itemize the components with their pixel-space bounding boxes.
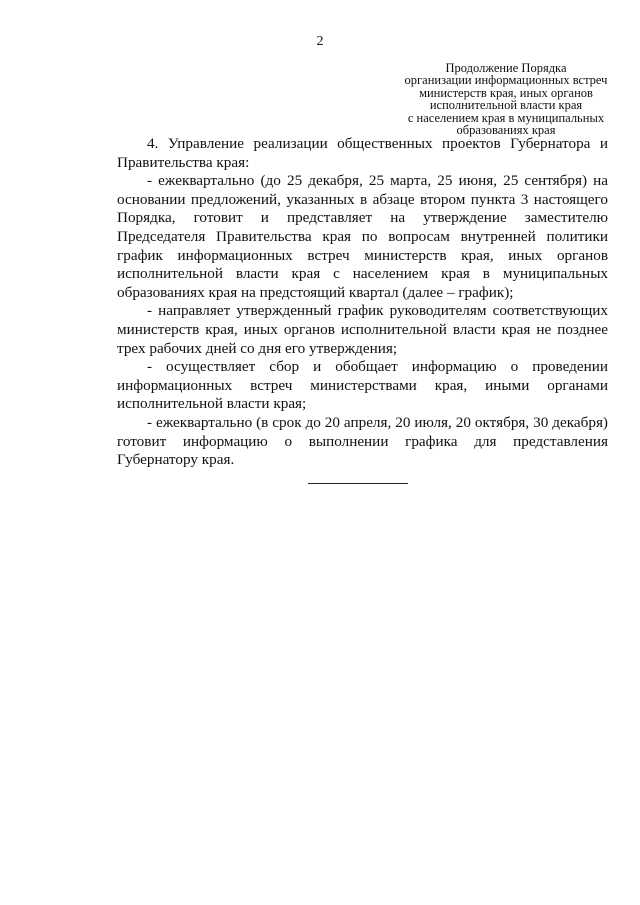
end-divider	[308, 483, 408, 484]
document-header	[388, 62, 624, 136]
header-line: исполнительной власти края	[429, 98, 583, 113]
header-line: организации информационных встреч	[404, 73, 608, 88]
header-line: с населением края в муниципальных	[407, 110, 605, 125]
paragraph-schedule-approval: - ежеквартально (до 25 декабря, 25 марта, 25 июня, 25 сентября) на основании предложений, указанных в абзаце втором пункта 3 настоящего Порядка, готовит и представляет на утверждение заместителю Председателя Правительства края по вопросам внутренней политики график информационных встреч министерств края, иных органов исполнительной власти края с населением края в муниципальных образованиях края на предстоящий квартал (далее – график);	[117, 172, 608, 301]
header-line: министерств края, иных органов	[419, 85, 593, 100]
header-line: Продолжение Порядка	[445, 61, 567, 75]
document-body	[117, 135, 608, 470]
paragraph-schedule-distribution: - направляет утвержденный график руководителям соответствующих министерств края, иных органов исполнительной власти края не позднее трех рабочих дней со дня его утверждения;	[117, 302, 608, 357]
header-line: образованиях края	[456, 123, 556, 138]
page-number: 2	[316, 34, 324, 49]
paragraph-quarterly-report: - ежеквартально (в срок до 20 апреля, 20 июля, 20 октября, 30 декабря) готовит информацию о выполнении графика для представления Губернатору края.	[117, 413, 608, 469]
paragraph-section-4: 4. Управление реализации общественных проектов Губернатора и Правительства края:	[117, 135, 608, 171]
paragraph-info-collection: - осуществляет сбор и обобщает информацию о проведении информационных встреч министерствами края, иными органами исполнительной власти края;	[117, 358, 608, 413]
